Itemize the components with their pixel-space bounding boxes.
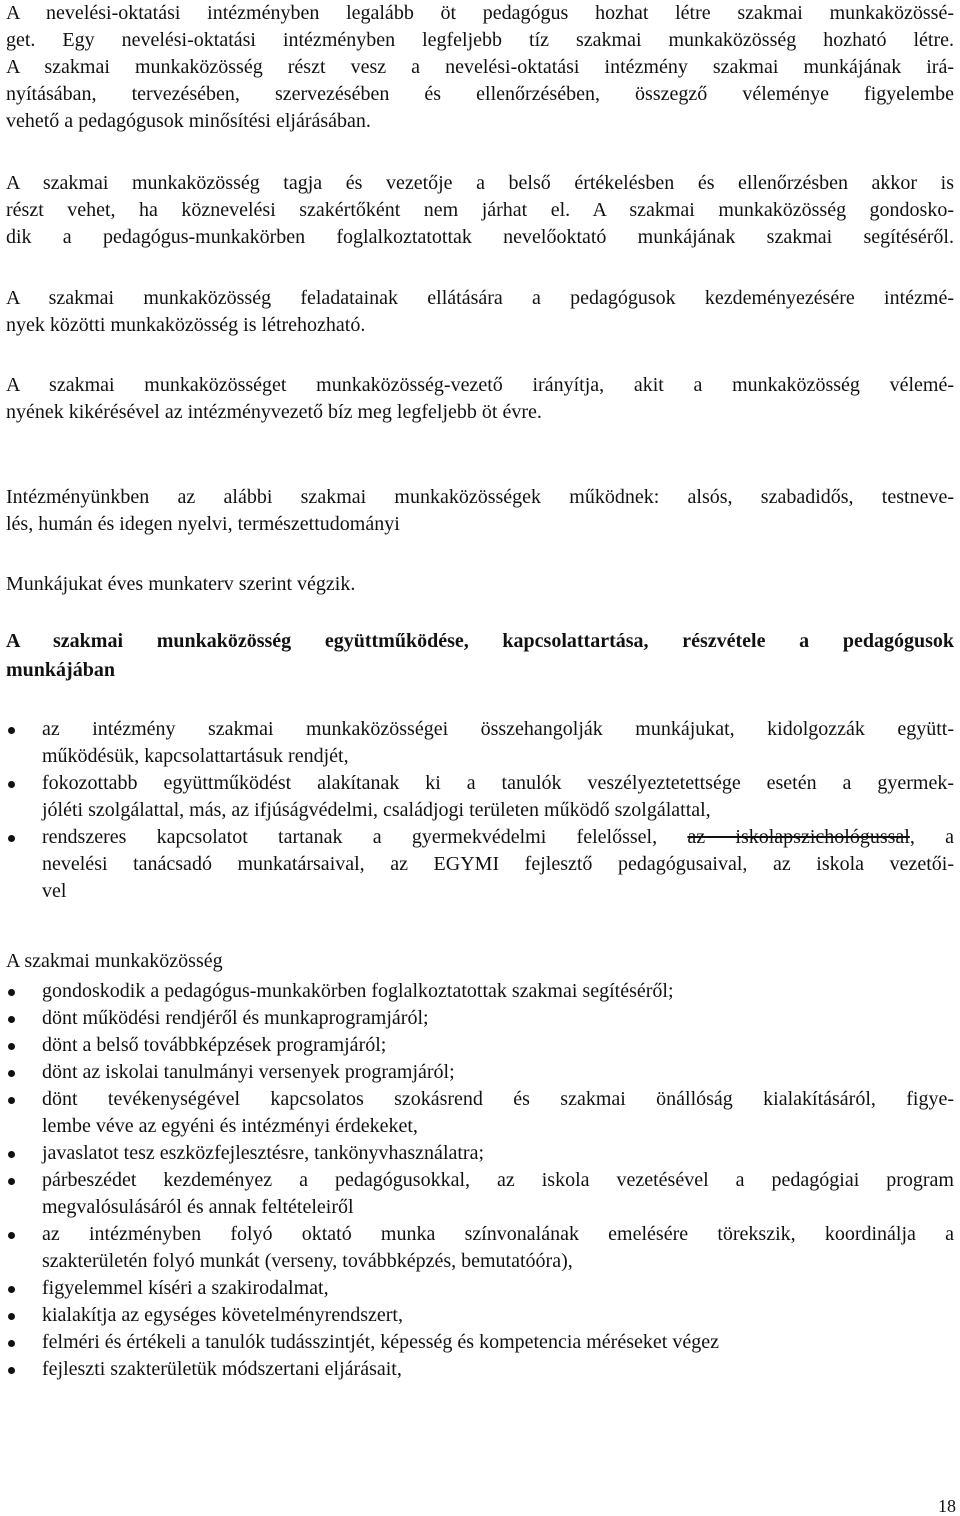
text-line: A szakmai munkaközösség tagja és vezetője a belső értékelésben és ellenőrzésben akkor is xyxy=(6,172,954,194)
text-line: kialakítja az egységes követelményrendszert, xyxy=(42,1304,403,1326)
bullet-icon xyxy=(8,1097,15,1104)
paragraph-2 xyxy=(6,170,954,251)
text-line: dönt működési rendjéről és munkaprogramjáról; xyxy=(42,1007,429,1029)
text-line: A szakmai munkaközösség feladatainak ellátására a pedagógusok kezdeményezésére intézmé- xyxy=(6,287,954,309)
bullet-icon xyxy=(8,1367,15,1374)
bullet-icon xyxy=(8,1178,15,1185)
text-line: vel xyxy=(42,880,67,902)
paragraph-4 xyxy=(6,372,954,426)
text-line: dönt az iskolai tanulmányi versenyek programjáról; xyxy=(42,1061,455,1083)
text-fragment: , a xyxy=(909,826,954,848)
bullet-icon xyxy=(8,781,15,788)
text-line: A szakmai munkaközösség részt vesz a nevelési-oktatási intézmény szakmai munkájának irá- xyxy=(6,56,954,78)
list-item xyxy=(0,716,954,770)
text-line: dik a pedagógus-munkakörben foglalkoztatottak nevelőoktató munkájának szakmai segítéséről. xyxy=(6,226,954,248)
list-item xyxy=(0,824,954,905)
bullet-icon xyxy=(8,1340,15,1347)
text-line: dönt a belső továbbképzések programjáról; xyxy=(42,1034,387,1056)
heading-line: munkájában xyxy=(6,659,115,681)
text-line: szakterületén folyó munkát (verseny, továbbképzés, bemutatóóra), xyxy=(42,1250,573,1272)
text-line: Intézményünkben az alábbi szakmai munkaközösségek működnek: alsós, szabadidős, testneve- xyxy=(6,486,954,508)
struck-text: az iskolapszichológussal xyxy=(687,826,910,848)
text-line: az intézményben folyó oktató munka színvonalának emelésére törekszik, koordinálja a xyxy=(42,1223,954,1245)
bullet-icon xyxy=(8,1313,15,1320)
list-item xyxy=(0,1302,954,1329)
text-line: megvalósulásáról és annak feltételeiről xyxy=(42,1196,354,1218)
text-line: gondoskodik a pedagógus-munkakörben foglalkoztatottak szakmai segítéséről; xyxy=(42,980,674,1002)
paragraph-3 xyxy=(6,285,954,339)
list-item xyxy=(0,978,954,1005)
list-item xyxy=(0,1221,954,1275)
text-line: felméri és értékeli a tanulók tudásszintjét, képesség és kompetencia méréseket végez xyxy=(42,1331,719,1353)
bullet-icon xyxy=(8,1070,15,1077)
list-item xyxy=(0,1275,954,1302)
text-line xyxy=(42,824,954,851)
duties-list xyxy=(0,978,960,1383)
text-line: dönt tevékenységével kapcsolatos szokásrend és szakmai önállóság kialakításáról, figye- xyxy=(42,1088,954,1110)
bullet-icon xyxy=(8,1286,15,1293)
text-line: lembe véve az egyéni és intézményi érdekeket, xyxy=(42,1115,418,1137)
bullet-icon xyxy=(8,1151,15,1158)
text-line: az intézmény szakmai munkaközösségei összehangolják munkájukat, kidolgozzák együtt- xyxy=(42,718,954,740)
heading-line: A szakmai munkaközösség együttműködése, kapcsolattartása, részvétele a pedagógusok xyxy=(6,630,954,652)
text-fragment: rendszeres kapcsolatot tartanak a gyermekvédelmi felelőssel, xyxy=(42,826,658,848)
text-line: figyelemmel kíséri a szakirodalmat, xyxy=(42,1277,329,1299)
bullet-icon xyxy=(8,989,15,996)
bullet-icon xyxy=(8,727,15,734)
text-line: lés, humán és idegen nyelvi, természettudományi xyxy=(6,513,400,535)
list-item xyxy=(0,1032,954,1059)
text-line: vehető a pedagógusok minősítési eljárásában. xyxy=(6,110,371,132)
list-intro xyxy=(6,948,954,975)
bullet-icon xyxy=(8,835,15,842)
paragraph-5 xyxy=(6,484,954,538)
list-item xyxy=(0,1005,954,1032)
bullet-icon xyxy=(8,1043,15,1050)
list-item xyxy=(0,770,954,824)
text-line: részt vehet, ha köznevelési szakértőként nem járhat el. A szakmai munkaközösség gondosko- xyxy=(6,199,954,221)
text-line: Munkájukat éves munkaterv szerint végzik. xyxy=(6,573,356,595)
text-line: jóléti szolgálattal, más, az ifjúságvédelmi, családjogi területen működő szolgálattal, xyxy=(42,799,711,821)
list-item xyxy=(0,1356,954,1383)
text-line: A szakmai munkaközösség xyxy=(6,950,223,972)
list-item xyxy=(0,1059,954,1086)
paragraph-6 xyxy=(6,571,954,598)
text-line: nevelési tanácsadó munkatársaival, az EGYMI fejlesztő pedagógusaival, az iskola vezetői- xyxy=(42,853,954,875)
list-item xyxy=(0,1086,954,1140)
list-item xyxy=(0,1167,954,1221)
paragraph-1 xyxy=(6,0,954,135)
bullet-icon xyxy=(8,1016,15,1023)
text-line: A nevelési-oktatási intézményben legalább öt pedagógus hozhat létre szakmai munkaközössé- xyxy=(6,2,954,24)
text-line: javaslatot tesz eszközfejlesztésre, tankönyvhasználatra; xyxy=(42,1142,485,1164)
text-line: nyításában, tervezésében, szervezésében és ellenőrzésében, összegző véleménye figyelembe xyxy=(6,83,954,105)
text-line: fejleszti szakterületük módszertani eljárásait, xyxy=(42,1358,402,1380)
cooperation-list xyxy=(0,716,960,905)
section-heading xyxy=(6,627,954,685)
text-line: A szakmai munkaközösséget munkaközösség-vezető irányítja, akit a munkaközösség vélemé- xyxy=(6,374,954,396)
text-line: párbeszédet kezdeményez a pedagógusokkal, az iskola vezetésével a pedagógiai program xyxy=(42,1169,954,1191)
text-line: get. Egy nevelési-oktatási intézményben legfeljebb tíz szakmai munkaközösség hozható létre. xyxy=(6,29,954,51)
bullet-icon xyxy=(8,1232,15,1239)
list-item xyxy=(0,1140,954,1167)
text-line: fokozottabb együttműködést alakítanak ki a tanulók veszélyeztetettsége esetén a gyermek- xyxy=(42,772,954,794)
text-line: működésük, kapcsolattartásuk rendjét, xyxy=(42,745,349,767)
page-number: 18 xyxy=(938,1496,956,1516)
text-line: nyek közötti munkaközösség is létrehozható. xyxy=(6,314,366,336)
list-item xyxy=(0,1329,954,1356)
text-line: nyének kikérésével az intézményvezető bíz meg legfeljebb öt évre. xyxy=(6,401,542,423)
